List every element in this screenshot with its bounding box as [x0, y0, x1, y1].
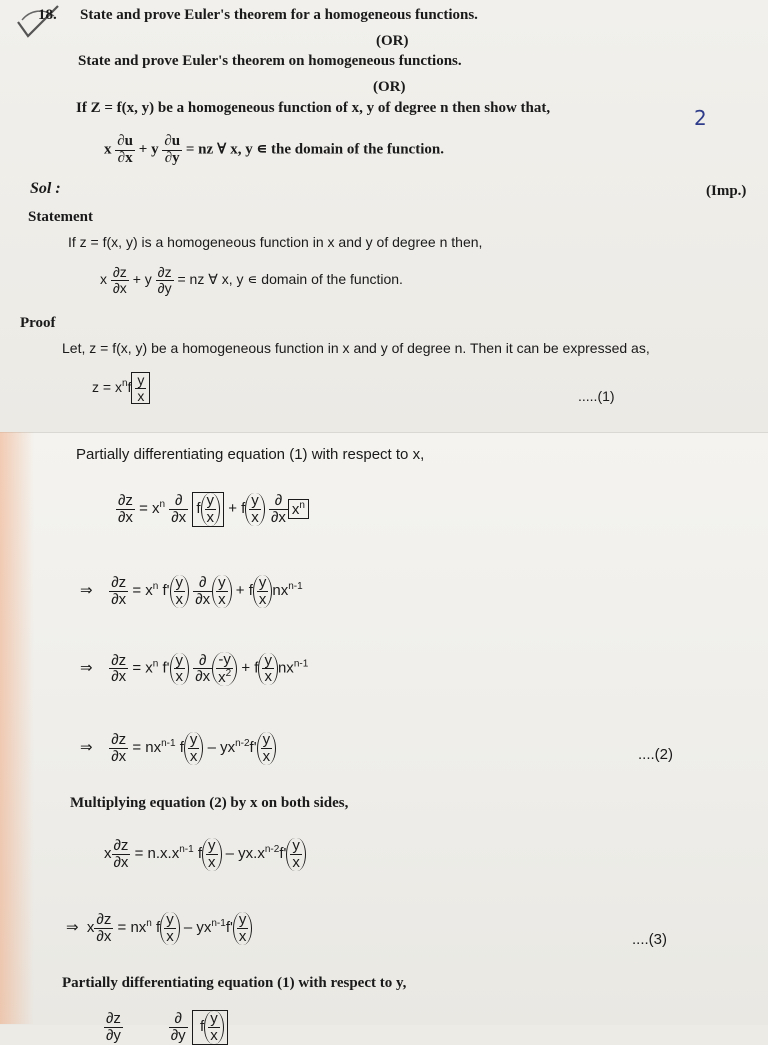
implies-symbol: ⇒ — [80, 659, 93, 677]
or-separator-1: (OR) — [376, 33, 409, 49]
or-separator-2: (OR) — [373, 79, 406, 95]
partial-y-equation-cutoff: $\frac{\partial z}{\partial y}$ $\frac{\partial}{\partial y}$ f $\frac{y}{x}$ — [104, 1010, 228, 1045]
importance-tag: (Imp.) — [706, 183, 747, 199]
question-number: 18. — [38, 7, 57, 23]
multiply-step-1: x $\frac{\partial z}{\partial x}$ = $n.x.x^{n-1}$ f $\frac{y}{x}$ – $yx.x^{n-2}f'$ $\frac{y}{x}$ — [104, 838, 306, 871]
derivative-step-1: $\frac{\partial z}{\partial x}$ = $x^n$ $\frac{\partial}{\partial x}$ f $\frac{y}{x}$ + f $\frac{y}{x}$ $\frac{\partial}{\partial x}$ $x^n$ — [116, 492, 309, 527]
partial-x-text: Partially differentiating equation (1) with respect to x, — [76, 446, 425, 463]
multiply-text: Multiplying equation (2) by x on both sides, — [70, 795, 349, 811]
equation-1-label: .....(1) — [578, 388, 615, 404]
statement-text: If z = f(x, y) is a homogeneous function in x and y of degree n then, — [68, 234, 483, 250]
multiply-step-2: ⇒ x $\frac{\partial z}{\partial x}$ = $nx^n$ f $\frac{y}{x}$ – $yx^{n-1}f'$ $\frac{y}{x}$ — [66, 912, 252, 945]
proof-heading: Proof — [20, 315, 56, 331]
implies-symbol: ⇒ — [80, 582, 93, 600]
equation-3-label: ....(3) — [632, 931, 668, 948]
question-equation: x $\frac{\partial u}{\partial x}$ + y $\frac{\partial u}{\partial y}$ = nz ∀ x, y ∊ the domain of the function. — [104, 133, 444, 166]
statement-equation-tail: = nz ∀ x, y ∊ domain of the function. — [177, 270, 403, 287]
partial-y-text: Partially differentiating equation (1) with respect to y, — [62, 975, 407, 991]
equation-1: $z = x^nf$ $\frac{y}{x}$ — [92, 372, 150, 404]
proof-text: Let, z = f(x, y) be a homogeneous function in x and y of degree n. Then it can be expressed as, — [62, 340, 650, 356]
equation-2-label: ....(2) — [638, 746, 674, 763]
implies-symbol: ⇒ — [66, 919, 79, 937]
question-line-3: If Z = f(x, y) be a homogeneous function of x, y of degree n then show that, — [76, 100, 551, 116]
question-line-1: State and prove Euler's theorem for a homogeneous functions. — [80, 7, 478, 23]
statement-equation: x $\frac{\partial z}{\partial x}$ + y $\frac{\partial z}{\partial y}$ = nz ∀ x, y ∊ domain of the function. — [100, 264, 403, 296]
implies-symbol: ⇒ — [80, 739, 93, 757]
statement-heading: Statement — [28, 209, 93, 225]
sol-label: Sol : — [30, 180, 61, 197]
question-equation-tail: = nz ∀ x, y ∊ the domain of the function. — [185, 141, 444, 158]
derivative-step-4: ⇒ $\frac{\partial z}{\partial x}$ = $nx^{n-1}$ f $\frac{y}{x}$ – $yx^{n-2}f'$ $\frac{y}{x}$ — [80, 732, 276, 765]
finger-shadow — [0, 432, 34, 1024]
derivative-step-3: ⇒ $\frac{\partial z}{\partial x}$ = $x^n$ f' $\frac{y}{x}$ $\frac{\partial}{\partial x}$ $\frac{-y}{x^2}$ + f $\frac{y}{x}$ $nx^{n-1}$ — [80, 651, 309, 686]
derivative-step-2: ⇒ $\frac{\partial z}{\partial x}$ = $x^n$ f' $\frac{y}{x}$ $\frac{\partial}{\partial x}$ $\frac{y}{x}$ + f $\frac{y}{x}$ $nx^{n-1}$ — [80, 574, 303, 608]
question-line-2: State and prove Euler's theorem on homogeneous functions. — [78, 53, 462, 69]
handwritten-marks: 2 — [694, 106, 707, 130]
